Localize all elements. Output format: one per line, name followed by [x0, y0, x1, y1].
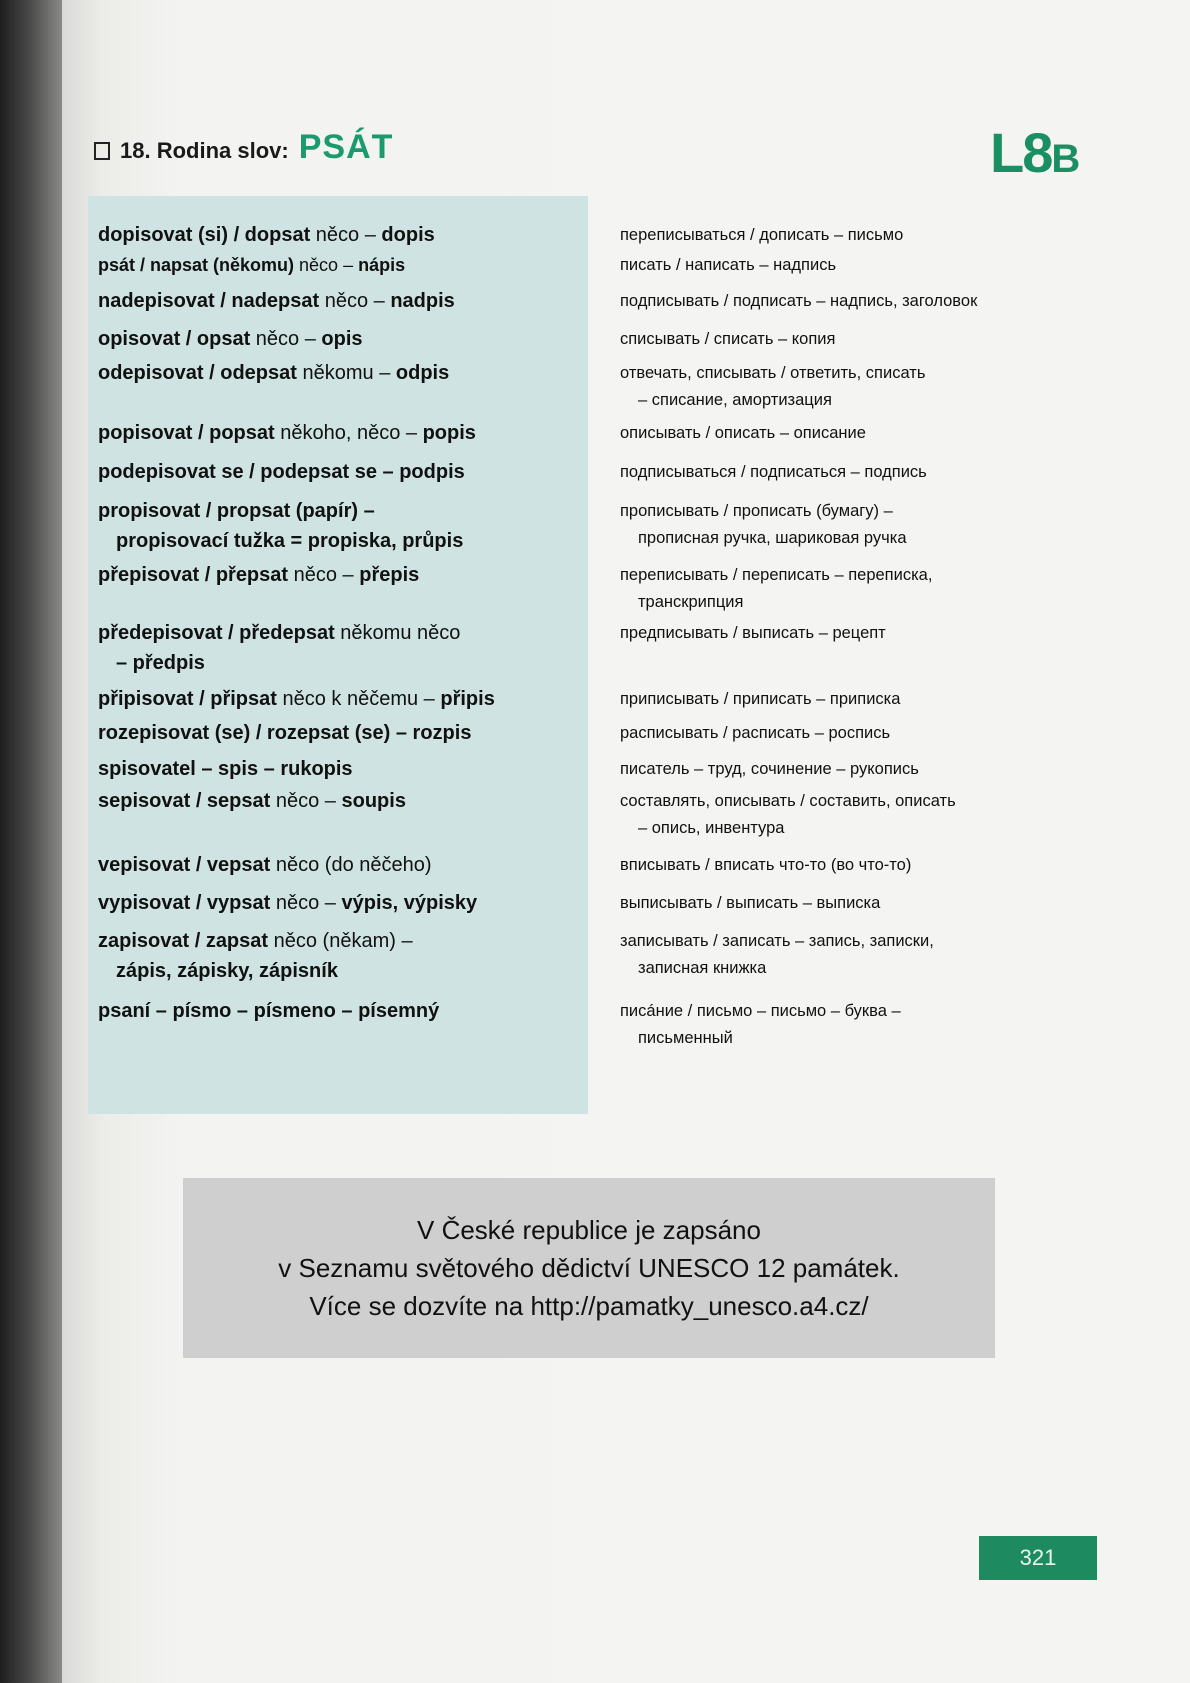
russian-entry — [620, 459, 927, 486]
czech-entry-line — [98, 888, 477, 918]
notice-line-1: V České republice je zapsáno — [417, 1215, 761, 1245]
czech-entry-segment: psaní – písmo – písmeno – písemný — [98, 1000, 440, 1022]
notice-line-3: Více se dozvíte na http://pamatky_unesco.a4.cz/ — [309, 1291, 869, 1321]
unesco-notice — [183, 1178, 995, 1358]
russian-entry-line: выписывать / выписать – выписка — [620, 894, 881, 912]
russian-entry-line: – списание, амортизация — [638, 391, 832, 409]
czech-entry-segment: rozepisovat (se) / rozepsat (se) – rozpis — [98, 722, 472, 744]
czech-entry-line — [98, 286, 455, 316]
russian-entry — [620, 288, 977, 315]
section-header — [94, 128, 393, 178]
czech-entry-segment: někomu něco — [334, 622, 461, 644]
czech-entry-segment: popis — [422, 422, 476, 444]
czech-entry-segment: zápis, zápisky, zápisník — [116, 960, 338, 982]
czech-entry-segment: předepisovat / předepsat — [98, 622, 335, 644]
czech-entry-segment: něco – — [270, 892, 342, 914]
russian-entry — [620, 756, 919, 783]
czech-entry-segment: propisovat / propsat (papír) – — [98, 500, 375, 522]
russian-entry-line: описывать / описать – описание — [620, 424, 866, 442]
czech-entry — [98, 250, 405, 280]
czech-entry — [98, 926, 413, 986]
czech-entry — [98, 418, 476, 448]
czech-entry-segment: nadepisovat / nadepsat — [98, 290, 320, 312]
section-word: PSÁT — [298, 128, 394, 166]
russian-entry-line: переписываться / дописать – письмо — [620, 226, 904, 244]
czech-entry-segment: – předpis — [116, 652, 205, 674]
czech-entry-line — [98, 220, 435, 250]
czech-entry — [98, 560, 419, 590]
czech-entry-line — [98, 496, 463, 526]
russian-entry-line: писáние / письмо – письмо – буква – — [620, 1002, 901, 1020]
czech-entry-segment: něco – — [250, 328, 322, 350]
czech-entry — [98, 888, 477, 918]
czech-entry — [98, 718, 471, 748]
czech-entry-segment: vypisovat / vypsat — [98, 892, 271, 914]
czech-entry-line — [98, 956, 413, 986]
russian-entry — [620, 252, 836, 279]
czech-entry — [98, 286, 455, 316]
russian-entry-line: записывать / записать – запись, записки, — [620, 932, 934, 950]
czech-entry-segment: připis — [440, 688, 495, 710]
czech-entry-line — [98, 457, 465, 487]
czech-entry-line — [98, 850, 432, 880]
czech-entry-segment: opis — [321, 328, 363, 350]
czech-entry-segment: něco (do něčeho) — [270, 854, 432, 876]
russian-entry — [620, 928, 934, 982]
czech-entry-segment: popisovat / popsat — [98, 422, 275, 444]
book-spine — [0, 0, 62, 1683]
russian-entry — [620, 326, 835, 353]
czech-entry-segment: něco – — [288, 564, 360, 586]
czech-entry-segment: někomu – — [296, 362, 396, 384]
russian-entry-line: письменный — [638, 1029, 733, 1047]
czech-entry — [98, 220, 435, 250]
czech-entry-line — [98, 560, 419, 590]
czech-entry-segment: zapisovat / zapsat — [98, 930, 269, 952]
czech-entry — [98, 358, 449, 388]
czech-entry-segment: přepis — [359, 564, 420, 586]
russian-entry-line: составлять, описывать / составить, описать — [620, 792, 956, 810]
czech-entry-segment: podepisovat se / podepsat se – podpis — [98, 461, 465, 483]
czech-entry-segment: připisovat / připsat — [98, 688, 277, 710]
czech-entry-segment: dopisovat (si) / dopsat — [98, 224, 311, 246]
russian-entry-line: отвечать, списывать / ответить, списать — [620, 364, 926, 382]
czech-entry-line — [98, 684, 495, 714]
czech-entry-line — [98, 754, 353, 784]
section-label: 18. Rodina slov: — [120, 138, 289, 163]
czech-entry — [98, 684, 495, 714]
czech-entry-segment: nápis — [358, 255, 406, 275]
lesson-marker — [990, 120, 1078, 185]
czech-entry-segment: sepisovat / sepsat — [98, 790, 271, 812]
czech-entry-line — [98, 926, 413, 956]
czech-entry-segment: spisovatel – spis – rukopis — [98, 758, 353, 780]
czech-entry-segment: přepisovat / přepsat — [98, 564, 289, 586]
czech-entry-line — [98, 996, 439, 1026]
russian-entry-line: – опись, инвентура — [638, 819, 785, 837]
czech-entry-segment: odepisovat / odepsat — [98, 362, 297, 384]
russian-entry — [620, 360, 925, 414]
russian-entry-line: переписывать / переписать – переписка, — [620, 566, 933, 584]
czech-entry-line — [98, 648, 460, 678]
czech-entry-line — [98, 324, 363, 354]
czech-entry-segment: něco – — [270, 790, 342, 812]
russian-entry — [620, 686, 900, 713]
russian-entry — [620, 498, 907, 552]
russian-entry-line: вписывать / вписать что-то (во что-то) — [620, 856, 912, 874]
page-number: 321 — [979, 1536, 1097, 1580]
russian-entry-line: списывать / списать – копия — [620, 330, 836, 348]
russian-entry — [620, 998, 901, 1052]
czech-entry — [98, 618, 460, 678]
russian-entry — [620, 852, 911, 879]
russian-entry — [620, 788, 956, 842]
czech-entry-segment: propisovací tužka = propiska, průpis — [116, 530, 464, 552]
czech-entry-line — [98, 526, 463, 556]
czech-entry-segment: soupis — [341, 790, 406, 812]
czech-entry-segment: dopis — [381, 224, 435, 246]
czech-entry — [98, 754, 353, 784]
czech-entry-segment: odpis — [395, 362, 450, 384]
russian-entry-line: подписывать / подписать – надпись, заголовок — [620, 292, 978, 310]
czech-entry-segment: vepisovat / vepsat — [98, 854, 271, 876]
russian-entry-line: транскрипция — [638, 593, 744, 611]
russian-entry-line: прописывать / прописать (бумагу) – — [620, 502, 893, 520]
czech-entry-line — [98, 718, 471, 748]
russian-entry-line: расписывать / расписать – роспись — [620, 724, 891, 742]
russian-entry-line: писать / написать – надпись — [620, 256, 837, 274]
russian-entry-line: приписывать / приписать – приписка — [620, 690, 901, 708]
russian-entry — [620, 890, 880, 917]
czech-entry-segment: něco – — [319, 290, 391, 312]
czech-entry — [98, 850, 432, 880]
russian-entry-line: предписывать / выписать – рецепт — [620, 624, 886, 642]
notice-line-2: v Seznamu světového dědictví UNESCO 12 památek. — [278, 1253, 900, 1283]
lesson-number: L8 — [990, 121, 1052, 184]
russian-entry — [620, 222, 903, 249]
czech-entry — [98, 324, 363, 354]
czech-entry-segment: něco k něčemu – — [276, 688, 441, 710]
czech-entry-segment: psát / napsat (někomu) — [98, 255, 295, 275]
checkbox-icon — [94, 142, 110, 160]
czech-entry-segment: něco (někam) – — [268, 930, 413, 952]
czech-entry-segment: výpis, výpisky — [341, 892, 478, 914]
czech-entry-line — [98, 786, 406, 816]
czech-entry-line — [98, 358, 449, 388]
czech-entry — [98, 786, 406, 816]
czech-entry-segment: něco – — [310, 224, 382, 246]
russian-entry-line: писатель – труд, сочинение – рукопись — [620, 760, 919, 778]
czech-entry-line — [98, 618, 460, 648]
czech-entry-segment: opisovat / opsat — [98, 328, 251, 350]
russian-entry — [620, 420, 866, 447]
russian-entry — [620, 620, 886, 647]
czech-entry — [98, 496, 463, 556]
czech-entry-segment: nadpis — [390, 290, 455, 312]
czech-entry — [98, 996, 439, 1026]
czech-entry-line — [98, 418, 476, 448]
russian-entry — [620, 720, 890, 747]
czech-entry-segment: něco – — [294, 255, 359, 275]
russian-entry-line: подписываться / подписаться – подпись — [620, 463, 927, 481]
russian-entry — [620, 562, 932, 616]
russian-entry-line: записная книжка — [638, 959, 767, 977]
russian-entry-line: прописная ручка, шариковая ручка — [638, 529, 907, 547]
czech-entry-line — [98, 250, 405, 280]
lesson-letter: B — [1051, 137, 1079, 181]
czech-entry-segment: někoho, něco – — [274, 422, 423, 444]
czech-entry — [98, 457, 465, 487]
